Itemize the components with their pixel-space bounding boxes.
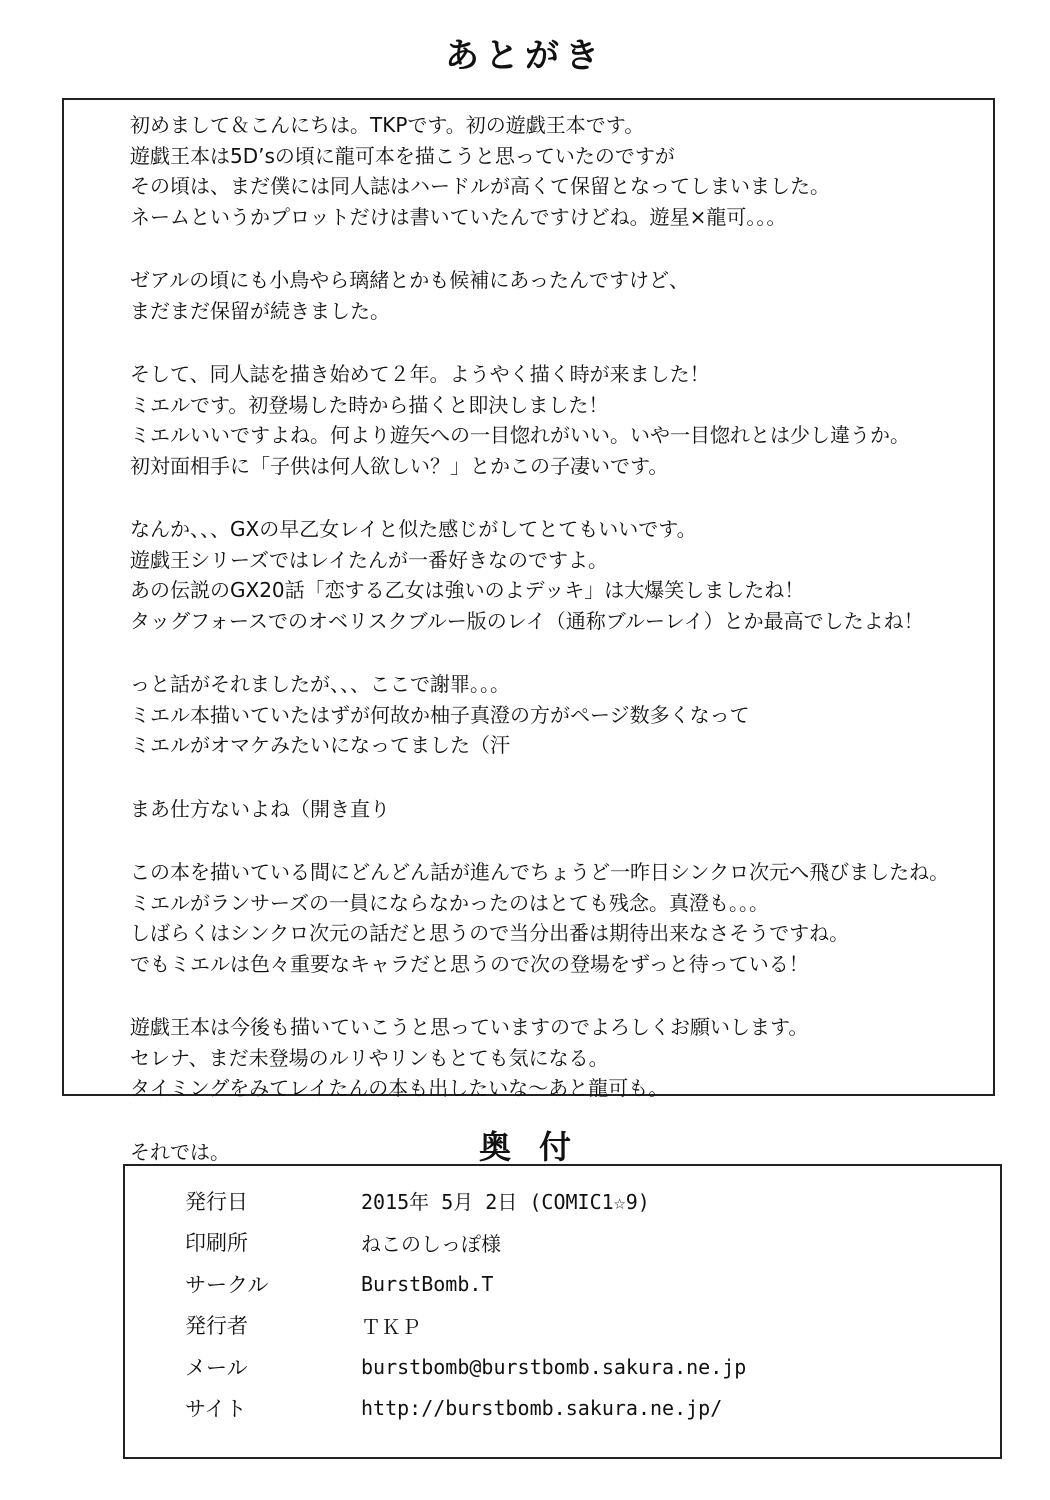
- afterword-paragraph: [130, 265, 990, 326]
- afterword-paragraph: [130, 514, 990, 636]
- colophon-row: [185, 1305, 985, 1347]
- afterword-line: ミエルです。初登場した時から描くと即決しました！: [130, 392, 609, 417]
- afterword-line: 初めまして＆こんにちは。TKPです。初の遊戯王本です。: [130, 113, 645, 137]
- afterword-line: 遊戯王本は今後も描いていこうと思っていますのでよろしくお願いします。: [130, 1015, 809, 1039]
- afterword-paragraph: [130, 110, 990, 232]
- afterword-line: その頃は、まだ僕には同人誌はハードルが高くて保留となってしまいました。: [130, 174, 830, 198]
- colophon-label: 印刷所: [185, 1231, 248, 1256]
- colophon-value: ＴＫＰ: [361, 1314, 421, 1339]
- afterword-line: タッグフォースでのオベリスクブルー版のレイ（通称ブルーレイ）とか最高でしたよね！: [130, 608, 924, 633]
- colophon-row: [185, 1222, 985, 1264]
- colophon-label: サイト: [185, 1397, 247, 1422]
- colophon-table: [185, 1180, 985, 1429]
- afterword-line: でもミエルは色々重要なキャラだと思うので次の登場をずっと待っている！: [130, 951, 809, 976]
- afterword-line: それでは。: [130, 1139, 230, 1164]
- afterword-line: この本を描いている間にどんどん話が進んでちょうど一昨日シンクロ次元へ飛びましたね。: [130, 860, 950, 884]
- afterword-paragraph: [130, 857, 990, 979]
- colophon-value: http://burstbomb.sakura.ne.jp/: [361, 1396, 723, 1421]
- afterword-line: しばらくはシンクロ次元の話だと思うので当分出番は期待出来なさそうですね。: [130, 921, 850, 945]
- colophon-value: 2015年 5月 2日 (COMIC1☆9): [361, 1190, 650, 1215]
- colophon-label: 発行者: [185, 1314, 248, 1339]
- colophon-label: サークル: [185, 1272, 269, 1297]
- afterword-line: なんか、、、GXの早乙女レイと似た感じがしてとてもいいです。: [130, 517, 697, 541]
- afterword-line: まあ仕方ないよね（開き直り: [130, 796, 390, 821]
- colophon-title: 奥付: [478, 1128, 599, 1166]
- colophon-label: 発行日: [185, 1189, 248, 1214]
- afterword-line: そして、同人誌を描き始めて２年。ようやく描く時が来ました！: [130, 362, 710, 386]
- colophon-row: [185, 1180, 985, 1222]
- afterword-line: ネームというかプロットだけは書いていたんですけどね。遊星×龍可。。。: [130, 204, 787, 229]
- colophon-row: [185, 1263, 985, 1305]
- afterword-paragraph: [130, 359, 990, 481]
- afterword-paragraph: [130, 1012, 990, 1104]
- colophon-row: [185, 1388, 985, 1430]
- afterword-line: タイミングをみてレイたんの本も出したいな～あと龍可も。: [130, 1076, 669, 1100]
- afterword-line: ミエル本描いていたはずが何故か柚子真澄の方がページ数多くなって: [130, 702, 750, 727]
- colophon-value: burstbomb@burstbomb.sakura.ne.jp: [361, 1354, 747, 1379]
- afterword-line: ゼアルの頃にも小鳥やら璃緒とかも候補にあったんですけど、: [130, 268, 689, 292]
- afterword-paragraph: [130, 794, 990, 825]
- afterword-line: セレナ、まだ未登場のルリやリンもとても気になる。: [130, 1045, 609, 1070]
- afterword-paragraph: [130, 669, 990, 761]
- afterword-line: 遊戯王シリーズではレイたんが一番好きなのですよ。: [130, 547, 608, 572]
- colophon-row: [185, 1346, 985, 1388]
- afterword-line: ミエルがオマケみたいになってました（汗: [130, 733, 510, 757]
- afterword-line: ミエルいいですよね。何より遊矢への一目惚れがいい。いや一目惚れとは少し違うか。: [130, 423, 910, 447]
- colophon-label: メール: [185, 1355, 248, 1380]
- afterword-line: 初対面相手に「子供は何人欲しい？」とかこの子凄いです。: [130, 453, 669, 478]
- afterword-line: あの伝説のGX20話「恋する乙女は強いのよデッキ」は大爆笑しましたね！: [130, 578, 805, 602]
- afterword-line: っと話がそれましたが、、、ここで謝罪。。。: [130, 672, 510, 696]
- afterword-body: [130, 110, 990, 1167]
- colophon-box: [123, 1164, 1002, 1459]
- afterword-line: まだまだ保留が続きました。: [130, 298, 390, 323]
- afterword-line: 遊戯王本は5D’sの頃に龍可本を描こうと思っていたのですが: [130, 143, 675, 168]
- afterword-line: ミエルがランサーズの一員にならなかったのはとても残念。真澄も。。。: [130, 890, 769, 915]
- afterword-title: あとがき: [445, 36, 605, 76]
- colophon-value: ねこのしっぽ様: [361, 1231, 501, 1256]
- colophon-value: BurstBomb.T: [361, 1271, 494, 1296]
